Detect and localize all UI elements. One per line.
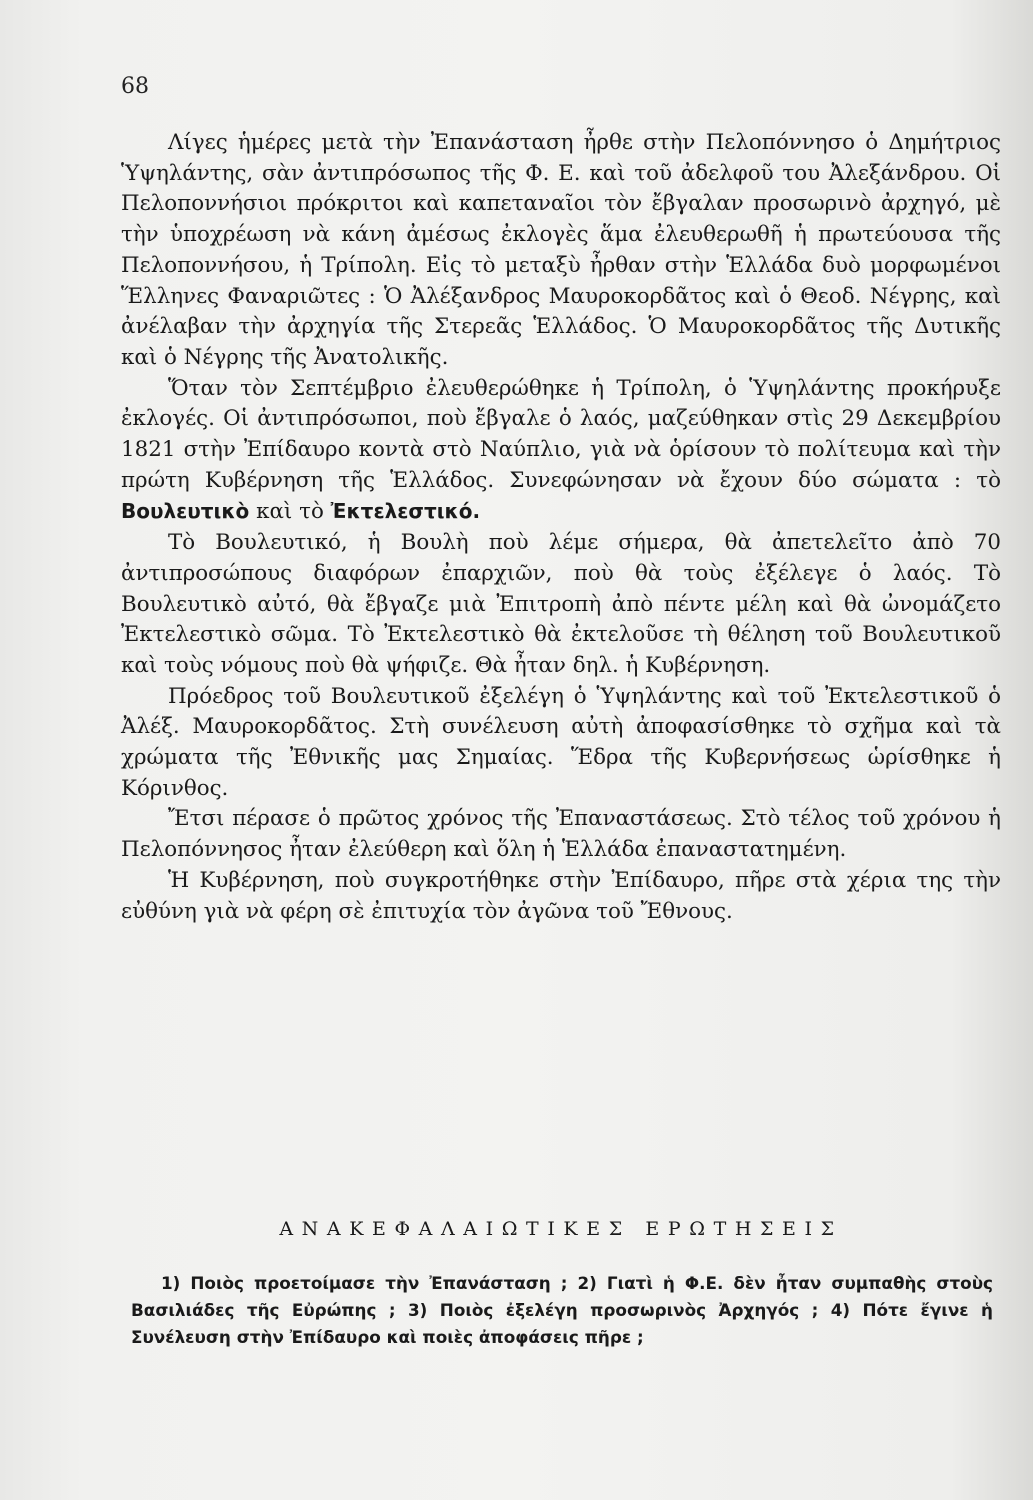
paragraph-2-text: Ὅταν τὸν Σεπτέμβριο ἐλευθερώθηκε ἡ Τρίπολη, ὁ Ὑψηλάντης προκήρυξε ἐκλογές. Οἱ ἀντιπρόσωποι, ποὺ ἔβγαλε ὁ λαός, μαζεύθηκαν στὶς 29 Δεκεμβρίου 1821 στὴν Ἐπίδαυρο κοντὰ στὸ Ναύπλιο, γιὰ νὰ ὁρίσουν τὸ πολίτευμα καὶ τὴν πρώτη Κυβέρνηση τῆς Ἑλλάδος. Συνεφώνησαν νὰ ἔχουν δύο σώματα : τὸ [121, 375, 1001, 493]
paragraph-2-conjunction: καὶ τὸ [256, 499, 324, 525]
paragraph-3: Τὸ Βουλευτικό, ἡ Βουλὴ ποὺ λέμε σήμερα, θὰ ἀπετελεῖτο ἀπὸ 70 ἀντιπροσώπους διαφόρων ἐπαρχιῶν, ποὺ θὰ τοὺς ἐξέλεγε ὁ λαός. Τὸ Βουλευτικὸ αὐτό, θὰ ἔβγαζε μιὰ Ἐπιτροπὴ ἀπὸ πέντε μέλη καὶ θὰ ὠνομάζετο Ἐκτελεστικὸ σῶμα. Τὸ Ἐκτελεστικὸ θὰ ἐκτελοῦσε τὴ θέληση τοῦ Βουλευτικοῦ καὶ τοὺς νόμους ποὺ θὰ ψήφιζε. Θὰ ἦταν δηλ. ἡ Κυβέρνηση. [121, 530, 1001, 678]
paragraph-1: Λίγες ἡμέρες μετὰ τὴν Ἐπανάσταση ἦρθε στὴν Πελοπόννησο ὁ Δημήτριος Ὑψηλάντης, σὰν ἀντιπρόσωπος τῆς Φ. Ε. καὶ τοῦ ἀδελφοῦ του Ἀλεξάνδρου. Οἱ Πελοποννήσιοι πρόκριτοι καὶ καπεταναῖοι τὸν ἔβγαλαν προσωρινὸ ἀρχηγό, μὲ τὴν ὑποχρέωση νὰ κάνη ἀμέσως ἐκλογὲς ἅμα ἐλευθερωθῆ ἡ πρωτεύουσα τῆς Πελοποννήσου, ἡ Τρίπολη. Εἰς τὸ μεταξὺ ἦρθαν στὴν Ἑλλάδα δυὸ μορφωμένοι Ἕλληνες Φαναριῶτες : Ὁ Ἀλέξανδρος Μαυροκορδᾶτος καὶ ὁ Θεοδ. Νέγρης, καὶ ἀνέλαβαν τὴν ἀρχηγία τῆς Στερεᾶς Ἑλλάδος. Ὁ Μαυροκορδᾶτος τῆς Δυτικῆς καὶ ὁ Νέγρης τῆς Ἀνατολικῆς. [121, 130, 1001, 370]
review-questions: 1) Ποιὸς προετοίμασε τὴν Ἐπανάσταση ; 2) Γιατὶ ἡ Φ.Ε. δὲν ἦταν συμπαθὴς στοὺς Βασιλιάδες τῆς Εὐρώπης ; 3) Ποιὸς ἐξελέγη προσωρινὸς Ἀρχηγός ; 4) Πότε ἔγινε ἡ Συνέλευση στὴν Ἐπίδαυρο καὶ ποιὲς ἀποφάσεις πῆρε ; [131, 1273, 993, 1347]
term-vouleftiko: Βουλευτικὸ [121, 499, 250, 524]
paragraph-6: Ἡ Κυβέρνηση, ποὺ συγκροτήθηκε στὴν Ἐπίδαυρο, πῆρε στὰ χέρια της τὴν εὐθύνη γιὰ νὰ φέρη σὲ ἐπιτυχία τὸν ἀγῶνα τοῦ Ἔθνους. [121, 867, 1001, 924]
paragraph-2 [121, 374, 1001, 529]
paragraph-4: Πρόεδρος τοῦ Βουλευτικοῦ ἐξελέγη ὁ Ὑψηλάντης καὶ τοῦ Ἐκτελεστικοῦ ὁ Ἀλέξ. Μαυροκορδᾶτος. Στὴ συνέλευση αὐτὴ ἀποφασίσθηκε τὸ σχῆμα καὶ τὰ χρώματα τῆς Ἐθνικῆς μας Σημαίας. Ἕδρα τῆς Κυβερνήσεως ὡρίσθηκε ἡ Κόρινθος. [121, 683, 1001, 801]
term-ektelestiko: Ἐκτελεστικό. [330, 499, 481, 524]
body-text [121, 128, 1001, 927]
paragraph-5: Ἔτσι πέρασε ὁ πρῶτος χρόνος τῆς Ἐπαναστάσεως. Στὸ τέλος τοῦ χρόνου ἡ Πελοπόννησος ἦταν ἐλεύθερη καὶ ὅλη ἡ Ἑλλάδα ἐπαναστατημένη. [121, 806, 1001, 863]
review-heading: ΑΝΑΚΕΦΑΛΑΙΩΤΙΚΕΣ ΕΡΩΤΗΣΕΙΣ [279, 1218, 843, 1240]
page-number: 68 [121, 74, 149, 99]
